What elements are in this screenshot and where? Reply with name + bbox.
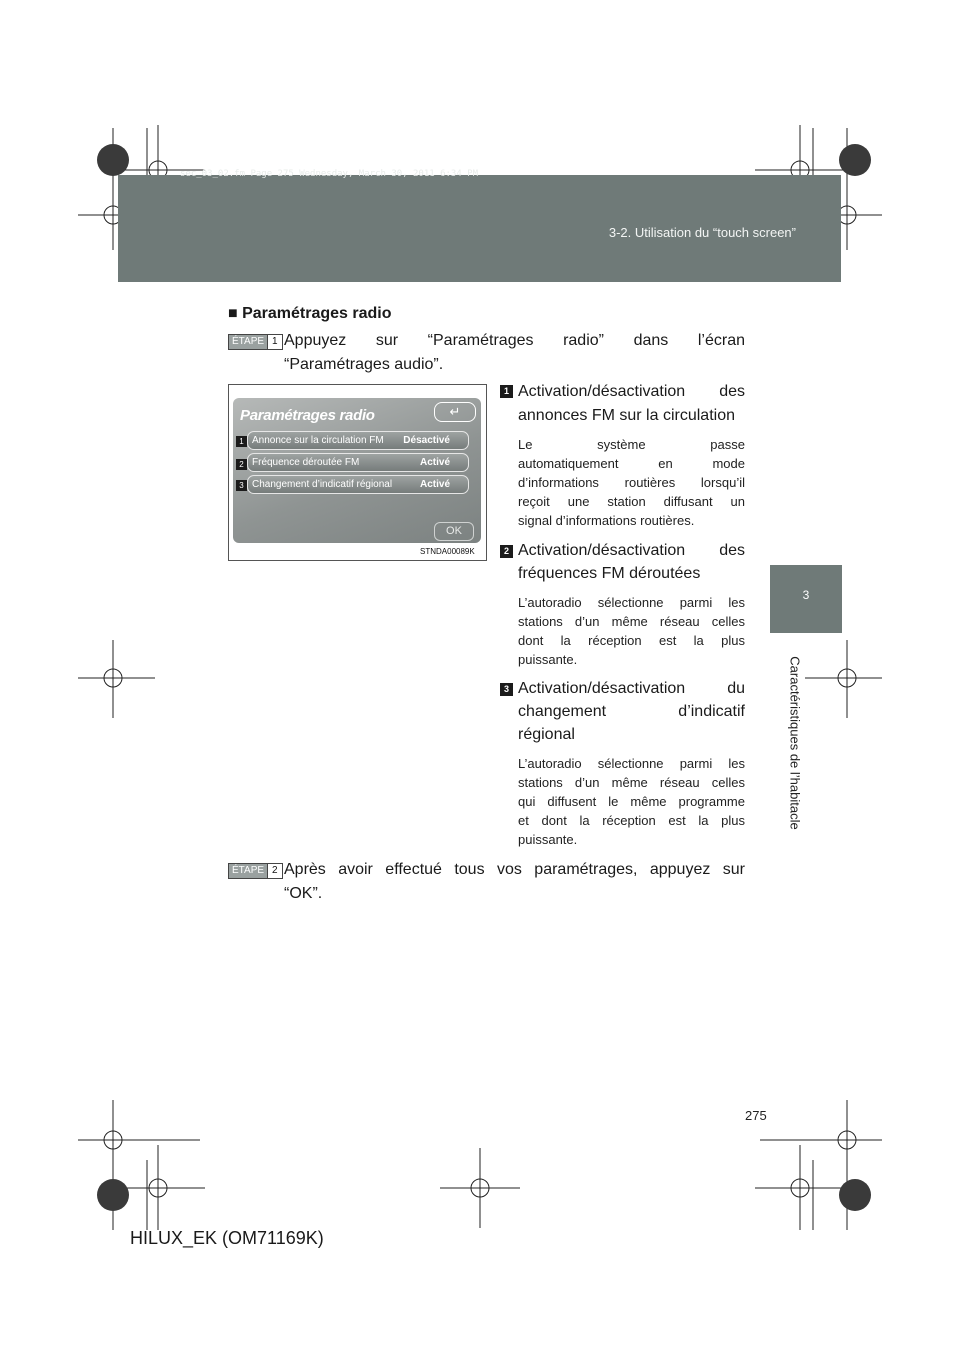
step-badge-2 <box>228 863 283 879</box>
row-value: Désactivé <box>403 435 450 446</box>
item-2-desc-3: dont la réception est la plus <box>518 633 745 648</box>
row-label: Changement d’indicatif régional <box>252 479 393 490</box>
file-info: sec_03_02.fm Page 275 Wednesday, March 30, 2011 6:34 PM <box>180 169 479 179</box>
step-badge-1 <box>228 334 283 350</box>
item-3-title-3: régional <box>518 726 575 743</box>
step-2-line-1: Après avoir effectué tous vos paramétrages, appuyez sur <box>284 861 745 878</box>
row-label: Fréquence déroutée FM <box>252 457 360 468</box>
chapter-label <box>782 645 808 840</box>
step-word: ÉTAPE <box>229 335 268 349</box>
step-1-line-1: Appuyez sur “Paramétrages radio” dans l’écran <box>284 332 745 349</box>
row-value: Activé <box>419 479 450 490</box>
section-title: 3-2. Utilisation du “touch screen” <box>608 225 796 240</box>
item-1-desc-4: reçoit une station diffusant un <box>518 494 745 509</box>
item-3-desc-3: qui diffusent le même programme <box>518 794 745 809</box>
item-number: 1 <box>500 385 513 398</box>
item-1-title-2: annonces FM sur la circulation <box>518 407 735 424</box>
ok-button[interactable]: OK <box>434 522 474 541</box>
item-3-desc-2: stations d’un même réseau celles <box>518 775 745 790</box>
item-3-desc-1: L’autoradio sélectionne parmi les <box>518 756 745 771</box>
page-number: 275 <box>745 1108 767 1123</box>
item-2-desc-4: puissante. <box>518 652 578 667</box>
row-value: Activé <box>419 457 450 468</box>
item-1-title-1: Activation/désactivation des <box>518 383 745 400</box>
chapter-label-text: Caractéristiques de l’habitacle <box>787 655 803 830</box>
setting-row-traffic[interactable] <box>247 431 469 450</box>
item-3-title-2: changement d’indicatif <box>518 703 745 720</box>
row-label: Annonce sur la circulation FM <box>252 435 384 446</box>
item-1-desc-1: Le système passe <box>518 437 745 452</box>
item-number: 3 <box>500 683 513 696</box>
return-icon: ↵ <box>449 404 461 419</box>
item-1-desc-5: signal d’informations routières. <box>518 513 695 528</box>
step-1-line-2: “Paramétrages audio”. <box>284 356 444 373</box>
step-2-line-2: “OK”. <box>284 885 323 902</box>
item-2-title-1: Activation/désactivation des <box>518 542 745 559</box>
item-3-desc-4: et dont la réception est la plus <box>518 813 745 828</box>
image-code: STNDA00089K <box>420 547 475 556</box>
section-heading <box>228 305 392 323</box>
item-2-desc-1: L’autoradio sélectionne parmi les <box>518 595 745 610</box>
item-3-desc-5: puissante. <box>518 832 578 847</box>
chapter-number: 3 <box>802 588 810 602</box>
row-number: 2 <box>236 459 247 470</box>
item-2-desc-2: stations d’un même réseau celles <box>518 614 745 629</box>
screen-title: Paramétrages radio <box>240 407 375 424</box>
item-3-title-1: Activation/désactivation du <box>518 680 745 697</box>
setting-row-af[interactable] <box>247 453 469 472</box>
row-number: 1 <box>236 436 247 447</box>
step-word: ÉTAPE <box>229 864 268 878</box>
back-button[interactable] <box>434 402 476 422</box>
step-number: 2 <box>268 864 282 878</box>
setting-row-regional[interactable] <box>247 475 469 494</box>
square-bullet-icon: ■ <box>228 305 243 322</box>
footer-model: HILUX_EK (OM71169K) <box>130 1228 324 1248</box>
step-number: 1 <box>268 335 282 349</box>
row-number: 3 <box>236 480 247 491</box>
item-number: 2 <box>500 545 513 558</box>
heading-text: Paramétrages radio <box>242 305 392 322</box>
item-2-title-2: fréquences FM déroutées <box>518 565 701 582</box>
item-1-desc-3: d’informations routières lorsqu’il <box>518 475 745 490</box>
item-1-desc-2: automatiquement en mode <box>518 456 745 471</box>
